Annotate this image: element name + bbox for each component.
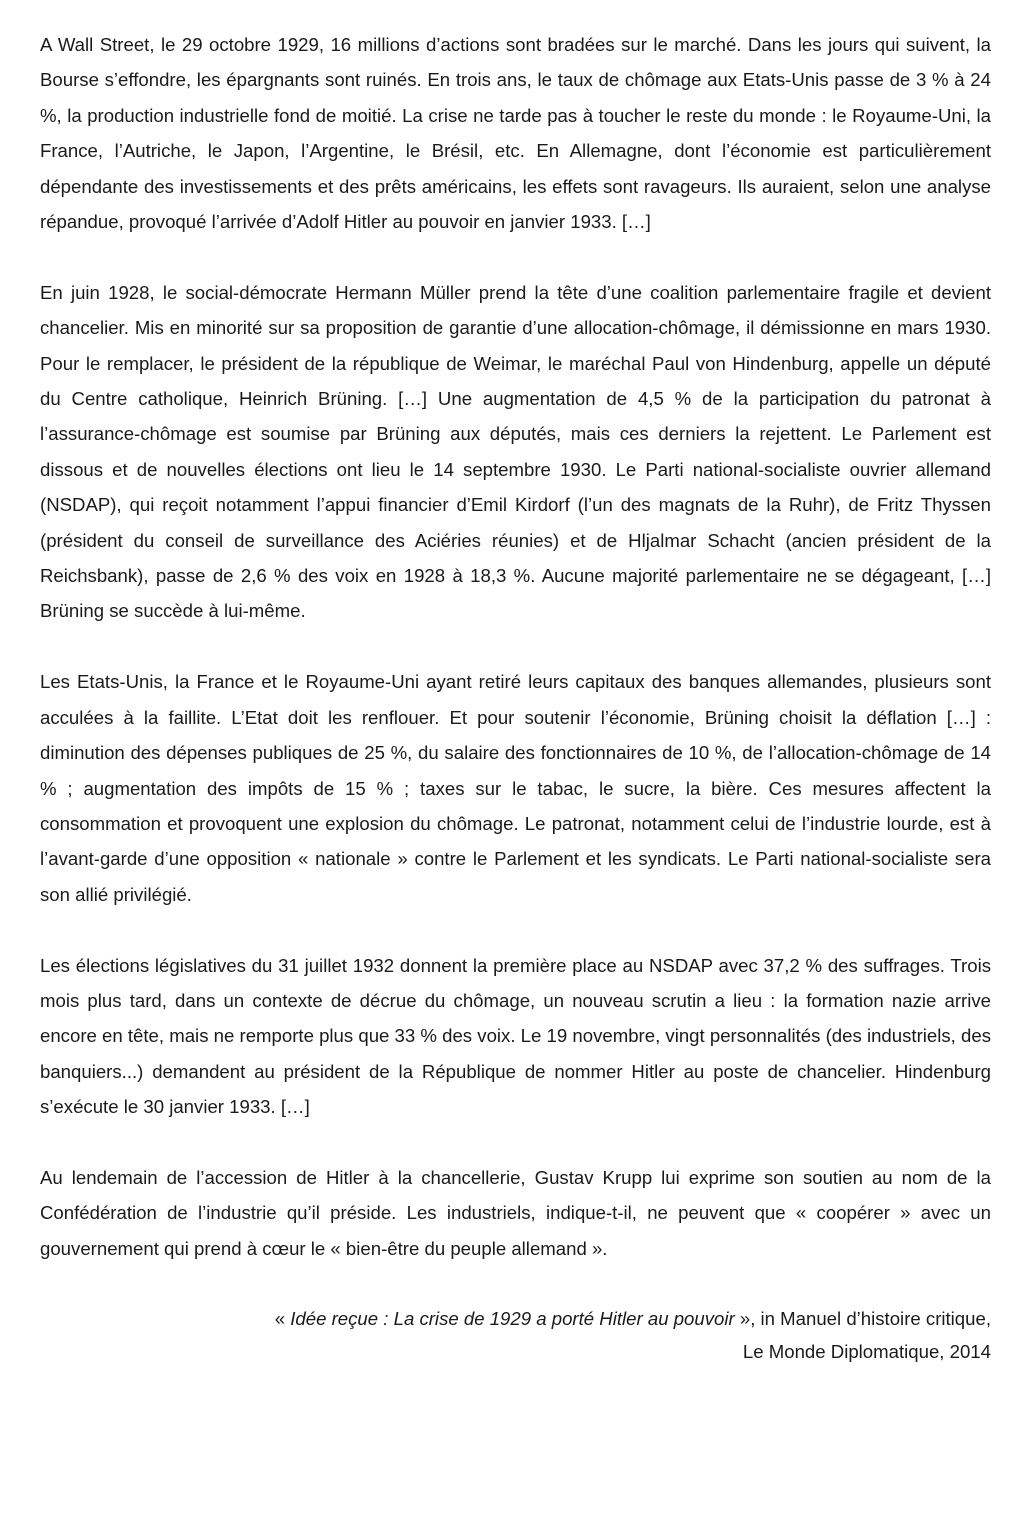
citation-publisher: Le Monde Diplomatique, 2014	[742, 1340, 991, 1362]
citation-title: Idée reçue : La crise de 1929 a porté Hitler au pouvoir	[290, 1307, 735, 1329]
citation-line-1	[40, 1302, 991, 1335]
citation-open-quote: «	[274, 1307, 291, 1329]
paragraph-elections-1932: Les élections législatives du 31 juillet 1932 donnent la première place au NSDAP avec 37,2 % des suffrages. Trois mois plus tard, dans un contexte de décrue du chômage, un nouveau scrutin a lieu : la formation nazie arrive encore en tête, mais ne remporte plus que 33 % des voix. Le 19 novembre, vingt personnalités (des industriels, des banquiers...) demandent au président de la République de nommer Hitler au poste de chancelier. Hindenburg s’exécute le 30 janvier 1933. […]	[40, 954, 991, 1118]
document-body	[40, 27, 991, 1368]
paragraph-muller-bruning: En juin 1928, le social-démocrate Hermann Müller prend la tête d’une coalition parlementaire fragile et devient chancelier. Mis en minorité sur sa proposition de garantie d’une allocation-chômage, il démissionne en mars 1930. Pour le remplacer, le président de la république de Weimar, le maréchal Paul von Hindenburg, appelle un député du Centre catholique, Heinrich Brüning. […] Une augmentation de 4,5 % de la participation du patronat à l’assurance-chômage est soumise par Brüning aux députés, mais ces derniers la rejettent. Le Parlement est dissous et de nouvelles élections ont lieu le 14 septembre 1930. Le Parti national-socialiste ouvrier allemand (NSDAP), qui reçoit notamment l’appui financier d’Emil Kirdorf (l’un des magnats de la Ruhr), de Fritz Thyssen (président du conseil de surveillance des Aciéries réunies) et de Hljalmar Schacht (ancien président de la Reichsbank), passe de 2,6 % des voix en 1928 à 18,3 %. Aucune majorité parlementaire ne se dégageant, […] Brüning se succède à lui-même.	[40, 281, 991, 622]
paragraph-deflation: Les Etats-Unis, la France et le Royaume-Uni ayant retiré leurs capitaux des banques allemandes, plusieurs sont acculées à la faillite. L’Etat doit les renflouer. Et pour soutenir l’économie, Brüning choisit la déflation […] : diminution des dépenses publiques de 25 %, du salaire des fonctionnaires de 10 %, de l’allocation-chômage de 14 % ; augmentation des impôts de 15 % ; taxes sur le tabac, le sucre, la bière. Ces mesures affectent la consommation et provoquent une explosion du chômage. Le patronat, notamment celui de l’industrie lourde, est à l’avant-garde d’une opposition « nationale » contre le Parlement et les syndicats. Le Parti national-socialiste sera son allié privilégié.	[40, 671, 991, 905]
citation-source: », in Manuel d’histoire critique,	[734, 1307, 991, 1329]
paragraph-krupp-support: Au lendemain de l’accession de Hitler à la chancellerie, Gustav Krupp lui exprime son soutien au nom de la Confédération de l’industrie qu’il préside. Les industriels, indique-t-il, ne peuvent que « coopérer » avec un gouvernement qui prend à cœur le « bien-être du peuple allemand ».	[40, 1166, 991, 1259]
paragraph-wall-street-crash: A Wall Street, le 29 octobre 1929, 16 millions d’actions sont bradées sur le marché. Dans les jours qui suivent, la Bourse s’effondre, les épargnants sont ruinés. En trois ans, le taux de chômage aux Etats-Unis passe de 3 % à 24 %, la production industrielle fond de moitié. La crise ne tarde pas à toucher le reste du monde : le Royaume-Uni, la France, l’Autriche, le Japon, l’Argentine, le Brésil, etc. En Allemagne, dont l’économie est particulièrement dépendante des investissements et des prêts américains, les effets sont ravageurs. Ils auraient, selon une analyse répandue, provoqué l’arrivée d’Adolf Hitler au pouvoir en janvier 1933. […]	[40, 34, 991, 233]
source-citation	[40, 1302, 991, 1368]
